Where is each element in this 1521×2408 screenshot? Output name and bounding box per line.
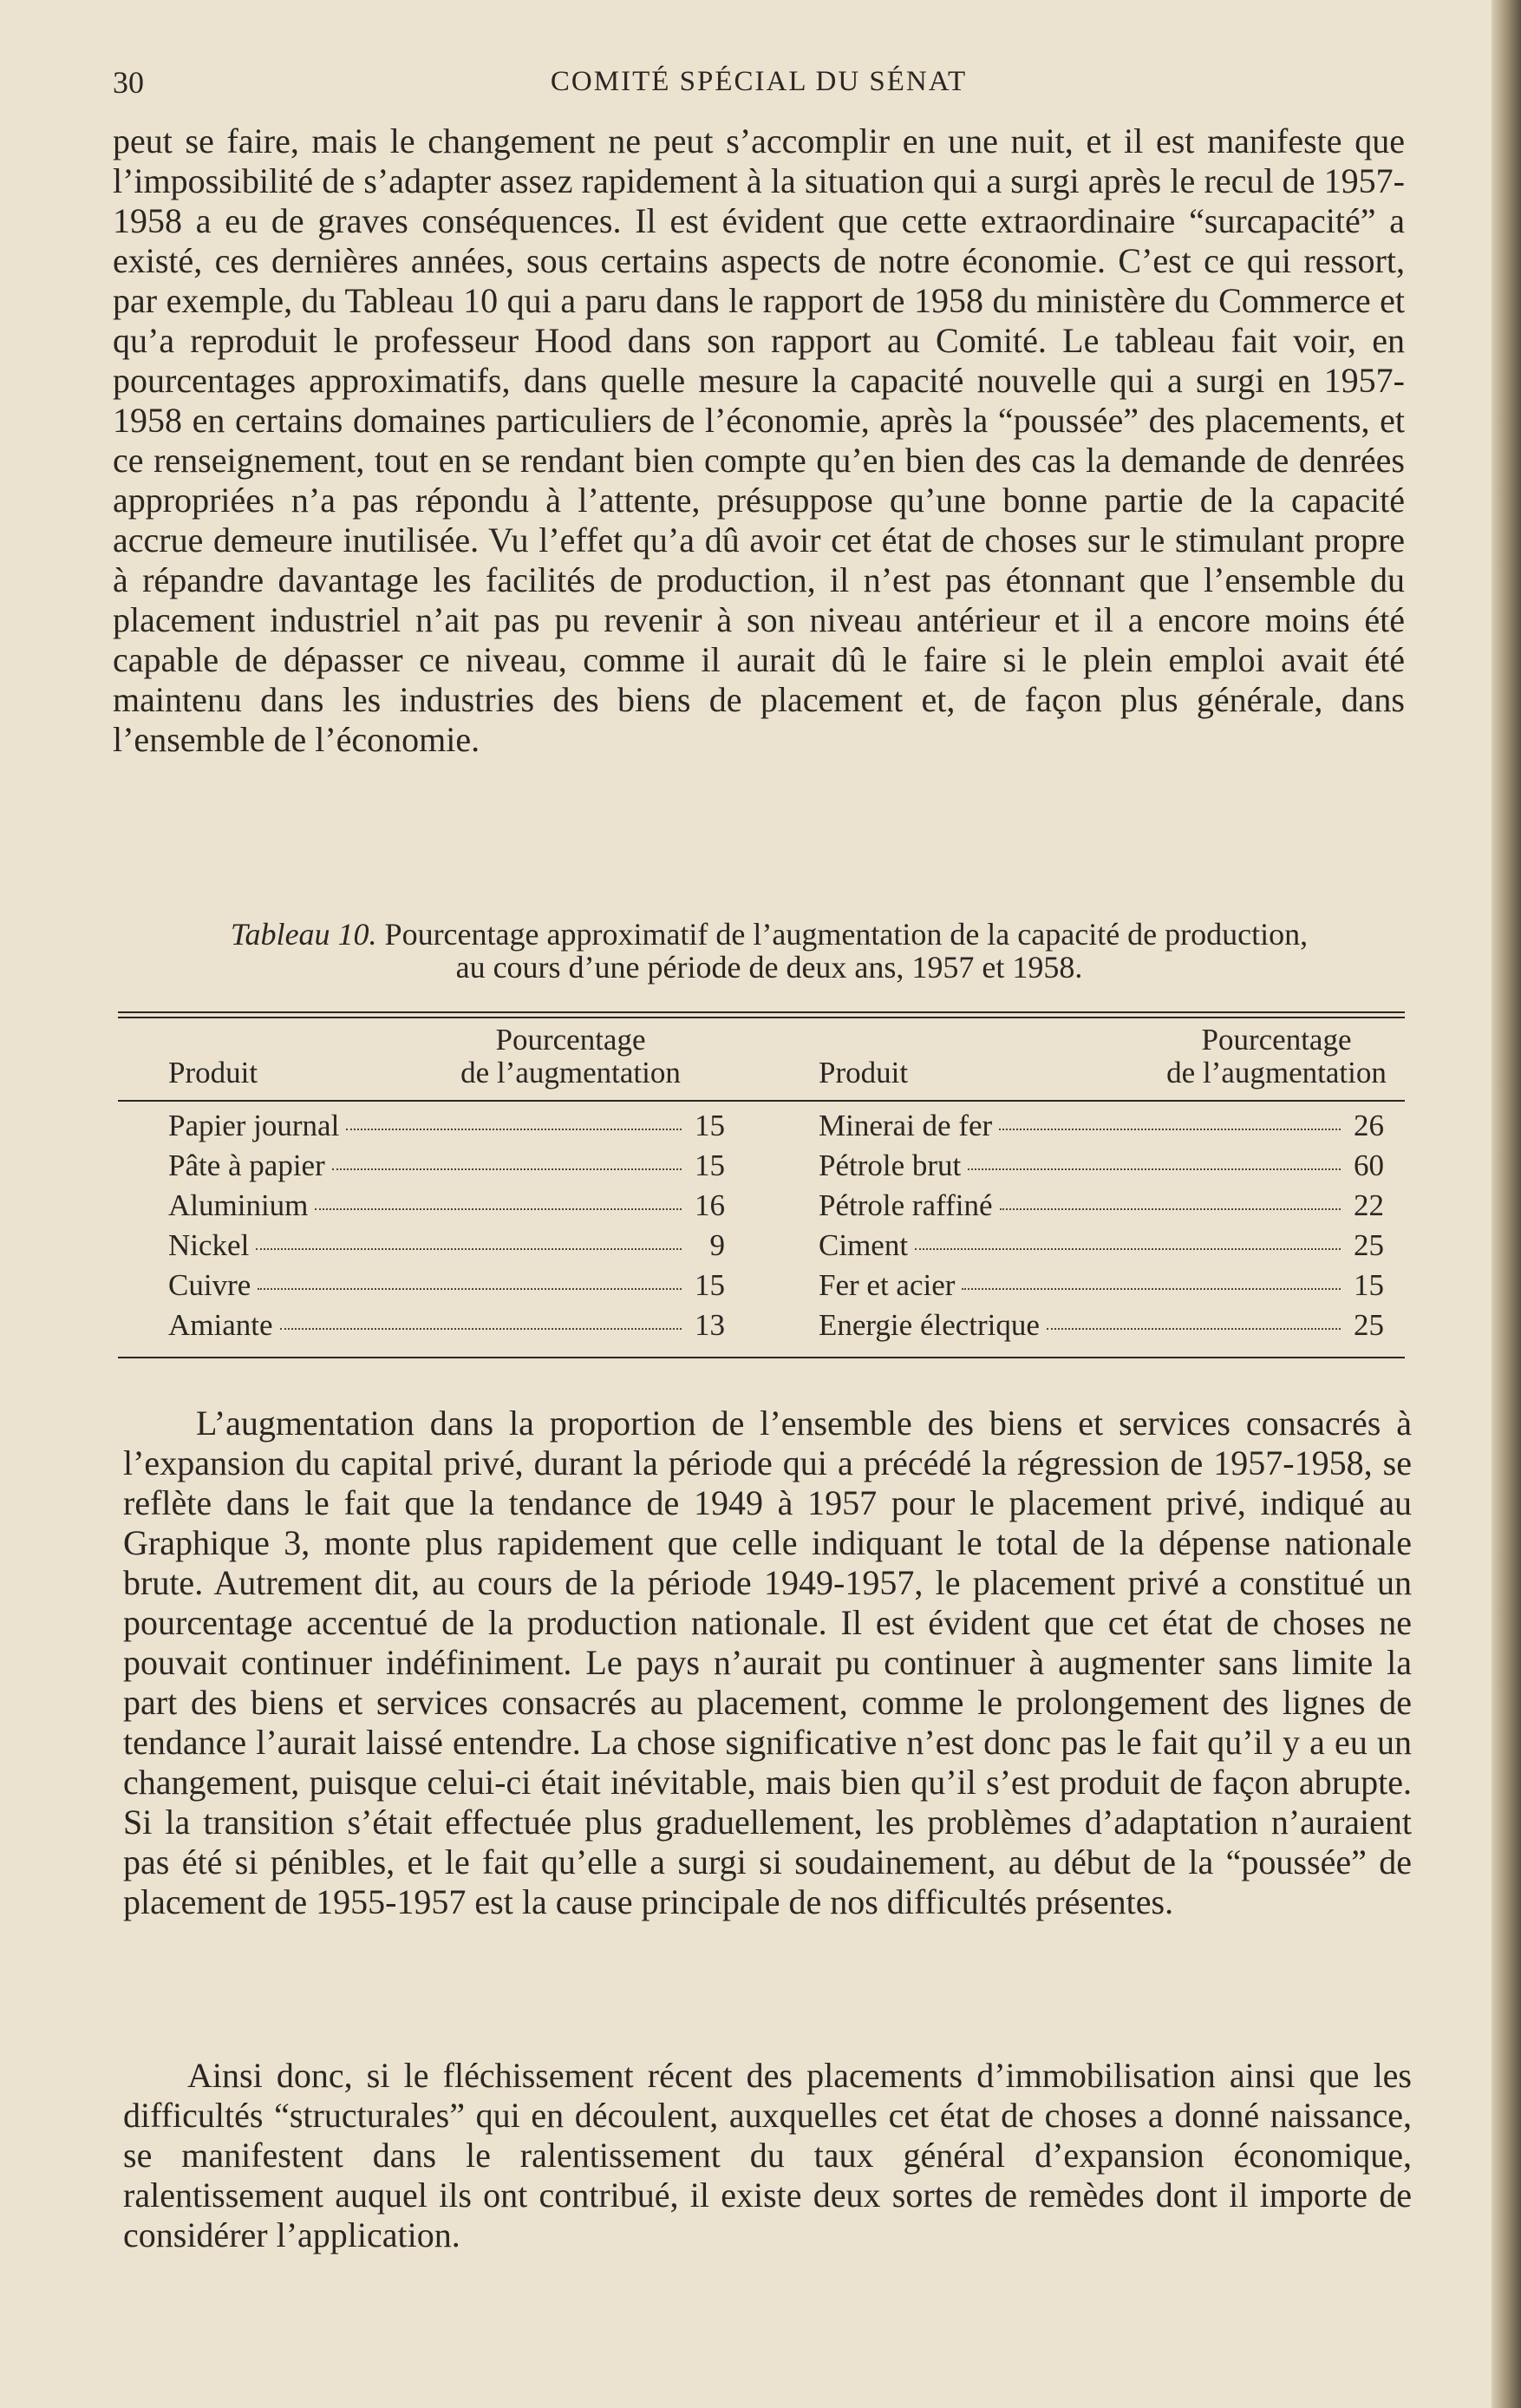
percentage-value: 25 <box>1354 1228 1384 1262</box>
leader-dots <box>256 1248 682 1250</box>
percentage-value: 60 <box>1354 1148 1384 1182</box>
percentage-value: 22 <box>1354 1188 1384 1222</box>
leader-dots <box>968 1168 1341 1170</box>
product-name: Cuivre <box>168 1268 251 1302</box>
leader-dots <box>332 1168 682 1170</box>
body-paragraph-1: peut se faire, mais le changement ne peut s’accomplir en une nuit, et il est manifeste que l’impossibilité de s’adapter assez rapidement à la situation qui a surgi après le recul de 1957-1958 a eu de graves conséquences. Il est évident que cette extraordinaire “surcapacité” a existé, ces dernières années, sous certains aspects de notre économie. C’est ce qui ressort, par exemple, du Tableau 10 qui a paru dans le rapport de 1958 du ministère du Commerce et qu’a reproduit le professeur Hood dans son rapport au Comité. Le tableau fait voir, en pourcentages approximatifs, dans quelle mesure la capacité nouvelle qui a surgi en 1957-1958 en certains domaines particuliers de l’économie, après la “poussée” des placements, et ce renseignement, tout en se rendant bien compte qu’en bien des cas la demande de denrées appropriées n’a pas répondu à l’attente, présuppose qu’une bonne partie de la capacité accrue demeure inutilisée. Vu l’effet qu’a dû avoir cet état de choses sur le stimulant propre à répandre davantage les facilités de production, il n’est pas étonnant que l’ensemble du placement industriel n’ait pas pu revenir à son niveau antérieur et il a encore moins été capable de dépasser ce niveau, comme il aurait dû le faire si le plein emploi avait été maintenu dans les industries des biens de placement et, de façon plus générale, dans l’ensemble de l’économie. <box>113 121 1405 759</box>
table-row <box>118 1188 1405 1228</box>
leader-dots <box>915 1248 1341 1250</box>
table-row <box>118 1268 1405 1308</box>
percentage-value: 25 <box>1354 1308 1384 1342</box>
leader-dots <box>999 1129 1341 1130</box>
table-row <box>118 1109 1405 1148</box>
percentage-value: 16 <box>695 1188 725 1222</box>
product-name: Fer et acier <box>819 1268 956 1302</box>
percentage-value: 26 <box>1354 1109 1384 1142</box>
table-header-rule <box>118 1100 1405 1102</box>
product-name: Papier journal <box>168 1109 340 1142</box>
product-name: Pétrole brut <box>819 1148 962 1182</box>
product-name: Aluminium <box>168 1188 309 1222</box>
table-row <box>118 1308 1405 1348</box>
table-top-rule-inner <box>118 1017 1405 1018</box>
body-paragraph-2: L’augmentation dans la proportion de l’ensemble des biens et services consacrés à l’expansion du capital privé, durant la période qui a précédé la régression de 1957-1958, se reflète dans le fait que la tendance de 1949 à 1957 pour le placement privé, indiqué au Graphique 3, monte plus rapidement que celle indiquant le total de la dépense nationale brute. Autrement dit, au cours de la période 1949-1957, le placement privé a constitué un pourcentage accentué de la production nationale. Il est évident que cet état de choses ne pouvait continuer indéfiniment. Le pays n’aurait pu continuer à augmenter sans limite la part des biens et services consacrés au placement, comme le prolongement des lignes de tendance l’aurait laissé entendre. La chose significative n’est donc pas le fait qu’il y a eu un changement, puisque celui-ci était inévitable, mais bien qu’il s’est produit de façon abrupte. Si la transition s’était effectuée plus graduellement, les problèmes d’adaptation n’auraient pas été si pénibles, et le fait qu’elle a surgi si soudainement, au début de la “poussée” de placement de 1955-1957 est la cause principale de nos difficultés présentes. <box>123 1404 1412 1921</box>
product-name: Amiante <box>168 1308 273 1342</box>
product-name: Pétrole raffiné <box>819 1188 993 1222</box>
table-body <box>118 1109 1405 1348</box>
table-bottom-rule <box>118 1357 1405 1358</box>
header-pct-left-line2: de l’augmentation <box>460 1056 681 1089</box>
percentage-value: 15 <box>1354 1268 1384 1302</box>
header-product-left: Produit <box>168 1056 258 1089</box>
leader-dots <box>346 1129 682 1130</box>
product-name: Nickel <box>168 1228 250 1262</box>
header-product-right: Produit <box>819 1056 909 1089</box>
leader-dots <box>315 1208 682 1210</box>
leader-dots <box>280 1328 682 1330</box>
page-edge-shadow <box>1492 0 1521 2408</box>
product-name: Ciment <box>819 1228 909 1262</box>
header-pct-right-line1: Pourcentage <box>1201 1023 1352 1057</box>
table-caption-label: Tableau 10. <box>230 917 377 952</box>
percentage-value: 15 <box>695 1148 725 1182</box>
header-pct-right-line2: de l’augmentation <box>1166 1056 1387 1089</box>
page-header <box>113 64 1405 108</box>
table-row <box>118 1228 1405 1268</box>
product-name: Pâte à papier <box>168 1148 325 1182</box>
percentage-value: 9 <box>709 1228 725 1262</box>
product-name: Minerai de fer <box>819 1109 993 1142</box>
table-row <box>118 1148 1405 1188</box>
percentage-value: 15 <box>695 1109 725 1142</box>
body-paragraph-3: Ainsi donc, si le fléchissement récent des placements d’immobilisation ainsi que les difficultés “structurales” qui en découlent, auxquelles cet état de choses a donné naissance, se manifestent dans le ralentissement du taux général d’expansion économique, ralentissement auquel ils ont contribué, il existe deux sortes de remèdes dont il importe de considérer l’application. <box>123 2056 1412 2254</box>
table-top-rule <box>118 1011 1405 1013</box>
leader-dots <box>1047 1328 1341 1330</box>
leader-dots <box>1000 1208 1341 1210</box>
page-number: 30 <box>113 65 144 100</box>
leader-dots <box>258 1288 682 1290</box>
table-caption-line1: Pourcentage approximatif de l’augmentation de la capacité de production, <box>384 917 1309 952</box>
percentage-value: 13 <box>695 1308 725 1342</box>
product-name: Energie électrique <box>819 1308 1040 1342</box>
table-header <box>118 1022 1405 1091</box>
leader-dots <box>962 1288 1341 1290</box>
header-pct-left-line1: Pourcentage <box>495 1023 646 1057</box>
table-caption <box>128 918 1410 984</box>
running-title: COMITÉ SPÉCIAL DU SÉNAT <box>550 66 968 97</box>
percentage-value: 15 <box>695 1268 725 1302</box>
table-caption-line2: au cours d’une période de deux ans, 1957 et 1958. <box>455 950 1083 985</box>
